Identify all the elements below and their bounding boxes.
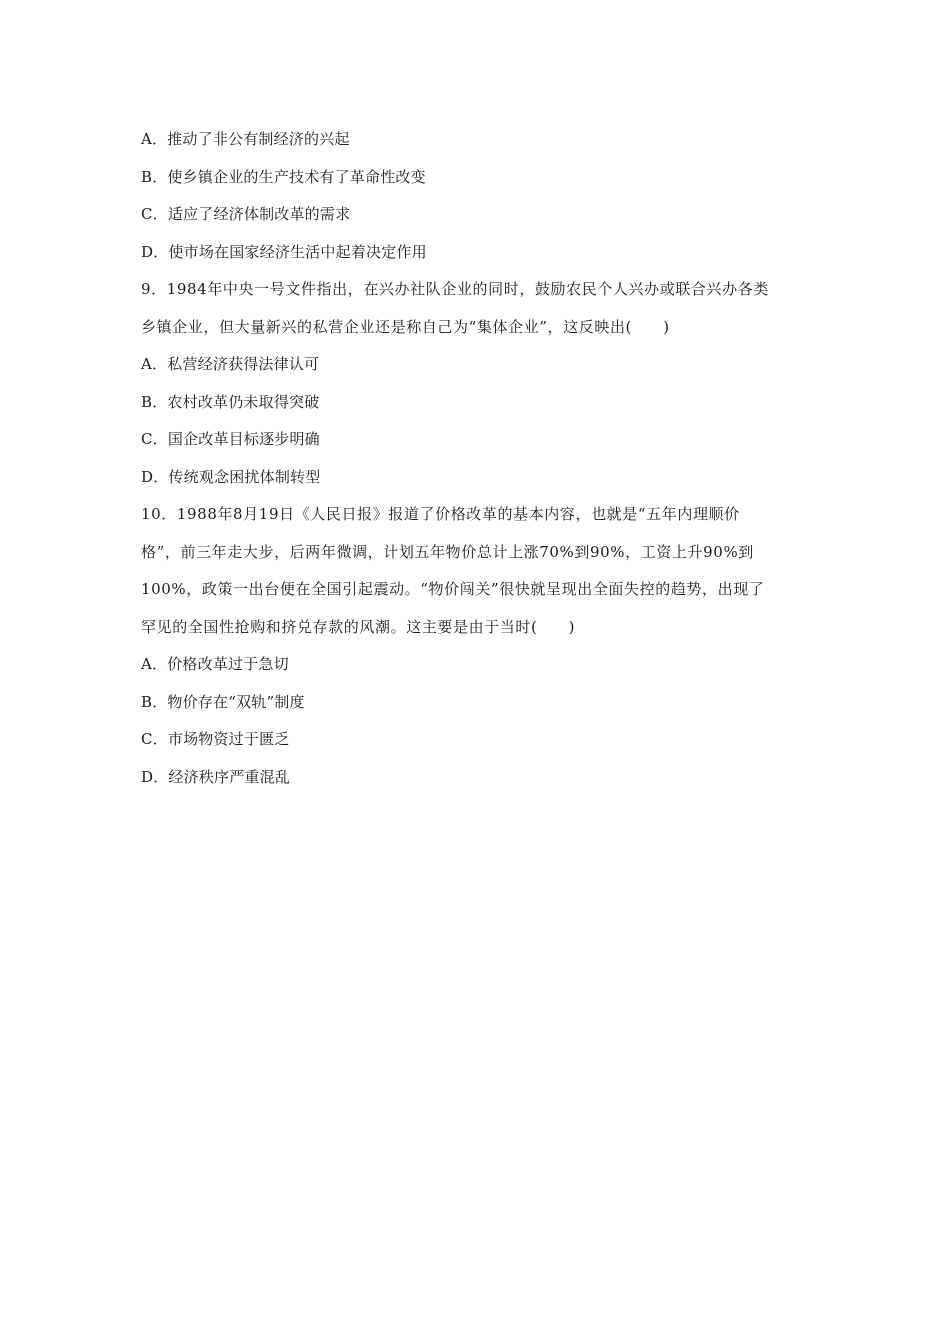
- q10-stem-line-1: 10．1988年8月19日《人民日报》报道了价格改革的基本内容，也就是“五年内理顺价: [141, 505, 740, 523]
- q8-option-d: D．使市场在国家经济生活中起着决定作用: [141, 242, 427, 261]
- q10-option-c: C．市场物资过于匮乏: [141, 730, 290, 748]
- q8-option-c: C．适应了经济体制改革的需求: [141, 205, 351, 223]
- q9-option-a: A．私营经济获得法律认可: [141, 355, 320, 373]
- question-content: [141, 121, 813, 796]
- q8-option-a: A．推动了非公有制经济的兴起: [141, 130, 350, 148]
- q9-option-b: B．农村改革仍未取得突破: [141, 392, 320, 411]
- question-8-options: [141, 121, 813, 271]
- question-9: [141, 271, 813, 496]
- q9-stem-line-2: 乡镇企业，但大量新兴的私营企业还是称自己为“集体企业”，这反映出( ): [141, 317, 670, 336]
- q9-stem-line-1: 9．1984年中央一号文件指出，在兴办社队企业的同时，鼓励农民个人兴办或联合兴办各类: [141, 280, 769, 298]
- q9-option-d: D．传统观念困扰体制转型: [141, 467, 321, 486]
- q10-stem-line-2: 格”，前三年走大步，后两年微调，计划五年物价总计上涨70%到90%，工资上升90%到: [141, 542, 754, 561]
- q9-option-c: C．国企改革目标逐步明确: [141, 430, 320, 448]
- q10-stem-line-3: 100%，政策一出台便在全国引起震动。“物价闯关”很快就呈现出全面失控的趋势，出现了: [141, 580, 765, 598]
- q8-option-b: B．使乡镇企业的生产技术有了革命性改变: [141, 167, 426, 186]
- question-10: [141, 496, 813, 796]
- q10-option-b: B．物价存在“双轨”制度: [141, 692, 305, 711]
- q10-stem-line-4: 罕见的全国性抢购和挤兑存款的风潮。这主要是由于当时( ): [141, 617, 576, 636]
- q10-option-d: D．经济秩序严重混乱: [141, 767, 291, 786]
- q10-option-a: A．价格改革过于急切: [141, 655, 289, 673]
